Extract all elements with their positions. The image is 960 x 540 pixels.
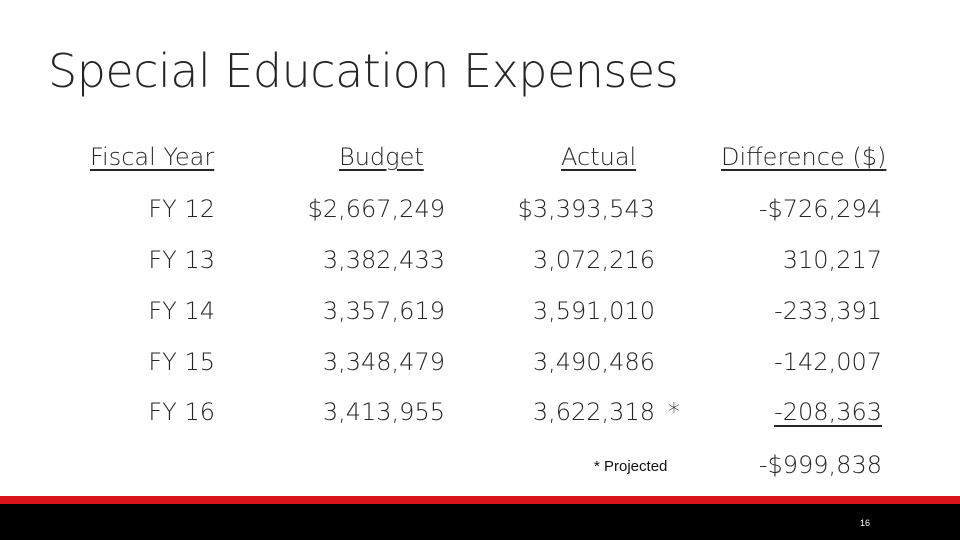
row-year: FY 12 xyxy=(148,195,215,223)
row-difference: -208,363 xyxy=(774,398,882,426)
header-difference: Difference ($) xyxy=(721,143,887,171)
row-difference: 310,217 xyxy=(782,246,882,274)
header-actual: Actual xyxy=(561,143,637,171)
row-year: FY 14 xyxy=(148,297,215,325)
row-budget: 3,382,433 xyxy=(322,246,445,274)
header-fiscal-year: Fiscal Year xyxy=(90,143,215,171)
page-number: 16 xyxy=(860,518,871,528)
row-actual: 3,490,486 xyxy=(532,348,655,376)
projected-marker: * xyxy=(668,398,680,426)
slide-title: Special Education Expenses xyxy=(48,44,679,98)
row-budget: 3,413,955 xyxy=(322,398,445,426)
row-actual: 3,591,010 xyxy=(532,297,655,325)
projected-footnote: * Projected xyxy=(594,458,668,475)
row-year: FY 16 xyxy=(148,398,215,426)
row-difference: -142,007 xyxy=(774,348,882,376)
row-difference: -233,391 xyxy=(774,297,882,325)
row-budget: $2,667,249 xyxy=(307,195,445,223)
row-actual: $3,393,543 xyxy=(517,195,655,223)
row-difference: -$726,294 xyxy=(758,195,882,223)
row-budget: 3,348,479 xyxy=(322,348,445,376)
footer-accent-line xyxy=(0,496,960,504)
row-year: FY 13 xyxy=(148,246,215,274)
row-actual: 3,072,216 xyxy=(532,246,655,274)
row-year: FY 15 xyxy=(148,348,215,376)
header-budget: Budget xyxy=(339,143,424,171)
row-actual: 3,622,318 xyxy=(532,398,655,426)
footer-bar xyxy=(0,504,960,540)
row-budget: 3,357,619 xyxy=(322,297,445,325)
total-difference: -$999,838 xyxy=(758,451,882,479)
